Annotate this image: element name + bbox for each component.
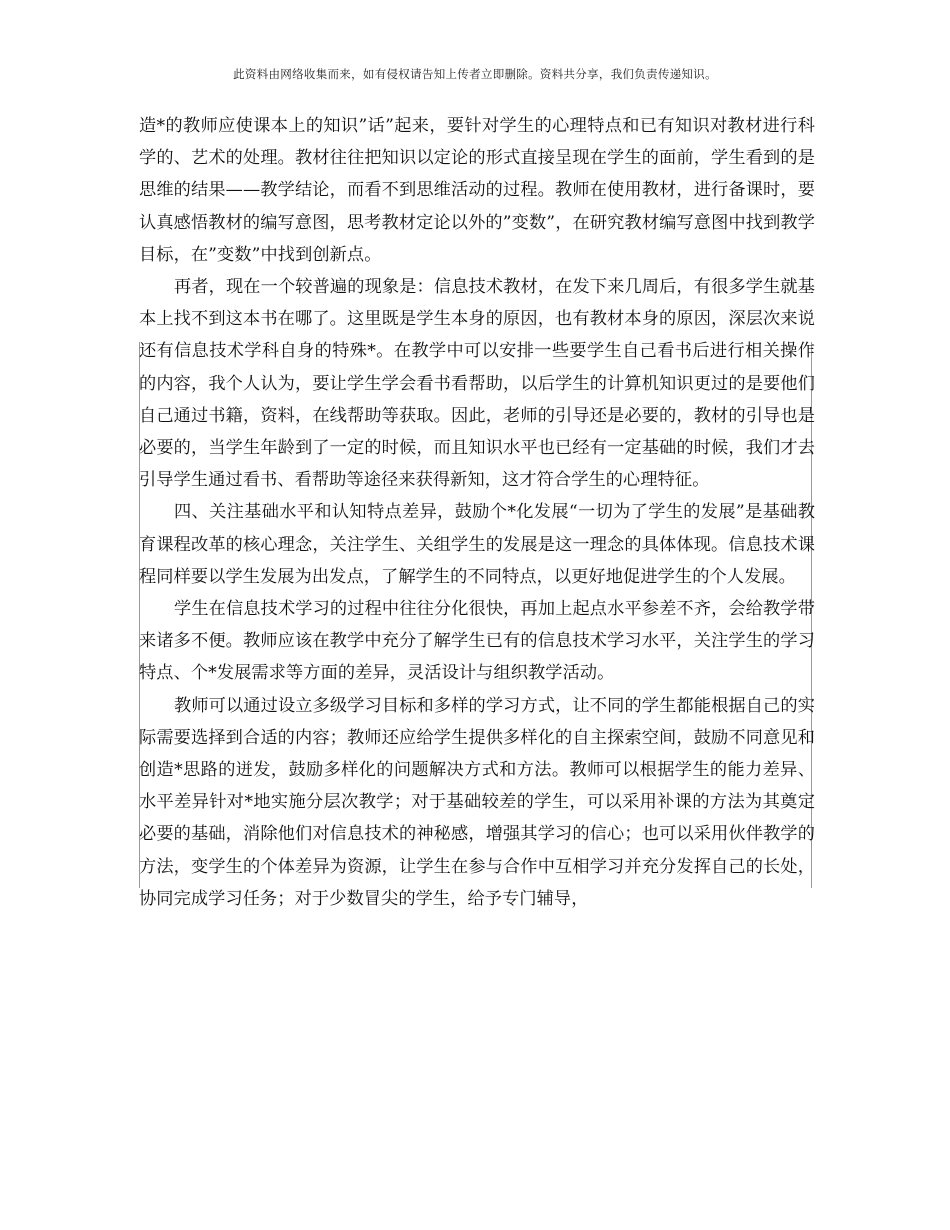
paragraph-3: 四、关注基础水平和认知特点差异，鼓励个*化发展“一切为了学生的发展”是基础教育课程改革的核心理念，关注学生、关组学生的发展是这一理念的具体体现。信息技术课程同样要以学生发展为出发点，了解学生的不同特点，以更好地促进学生的个人发展。 [139,502,815,587]
paragraph-2: 再者，现在一个较普遍的现象是：信息技术教材，在发下来几周后，有很多学生就基本上找不到这本书在哪了。这里既是学生本身的原因，也有教材本身的原因，深层次来说还有信息技术学科自身的特殊*。在教学中可以安排一些要学生自己看书后进行相关操作的内容，我个人认为，要让学生学会看书看帮助，以后学生的计算机知识更过的是要他们自己通过书籍，资料，在线帮助等获取。因此，老师的引导还是必要的，教材的引导也是必要的，当学生年龄到了一定的时候，而且知识水平也已经有一定基础的时候，我们才去引导学生通过看书、看帮助等途径来获得新知，这才符合学生的心理特征。 [139,277,815,491]
header-notice: 此资料由网络收集而来，如有侵权请告知上传者立即删除。资料共分享，我们负责传递知识。 [233,67,717,81]
paragraph-1: 造*的教师应使课本上的知识”话”起来，要针对学生的心理特点和已有知识对教材进行科学的、艺术的处理。教材往往把知识以定论的形式直接呈现在学生的面前，学生看到的是思维的结果——教学结论，而看不到思维活动的过程。教师在使用教材，进行备课时，要认真感悟教材的编写意图，思考教材定论以外的”变数”，在研究教材编写意图中找到教学目标，在”变数”中找到创新点。 [139,116,815,265]
paragraph-5: 教师可以通过设立多级学习目标和多样的学习方式，让不同的学生都能根据自己的实际需要选择到合适的内容；教师还应给学生提供多样化的自主探索空间，鼓励不同意见和创造*思路的迸发，鼓励多样化的问题解决方式和方法。教师可以根据学生的能力差异、水平差异针对*地实施分层次教学；对于基础较差的学生，可以采用补课的方法为其奠定必要的基础，消除他们对信息技术的神秘感，增强其学习的信心；也可以采用伙伴教学的方法，变学生的个体差异为资源，让学生在参与合作中互相学习并充分发挥自己的长处，协同完成学习任务；对于少数冒尖的学生，给予专门辅导， [139,695,815,909]
document-body [139,110,815,915]
paragraph-4: 学生在信息技术学习的过程中往往分化很快，再加上起点水平参差不齐，会给教学带来诸多不便。教师应该在教学中充分了解学生已有的信息技术学习水平，关注学生的学习特点、个*发展需求等方面的差异，灵活设计与组织教学活动。 [139,599,815,684]
